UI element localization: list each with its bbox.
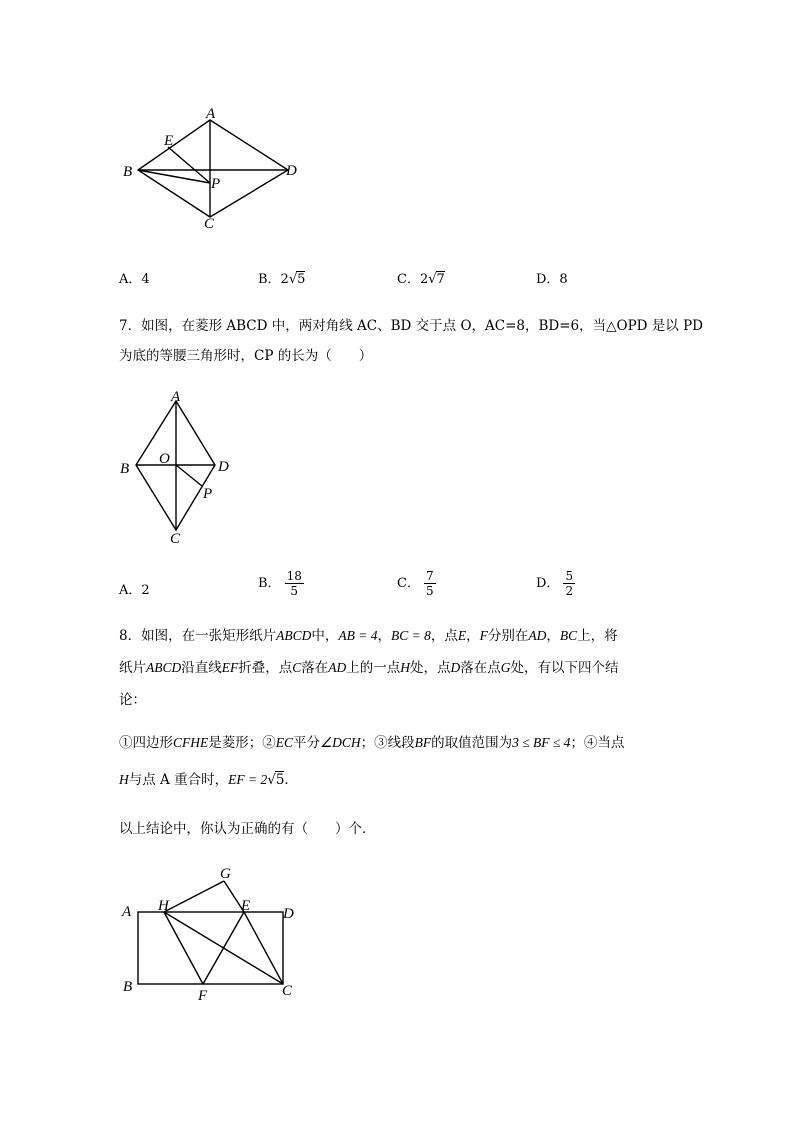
segment-hg bbox=[164, 881, 224, 912]
segment-op bbox=[176, 465, 202, 486]
segment-ep bbox=[168, 147, 210, 183]
label-c: C bbox=[204, 216, 215, 232]
label-b-q7: B bbox=[120, 461, 130, 477]
segment-hc bbox=[164, 912, 283, 984]
label-a-q8: A bbox=[122, 904, 132, 920]
q7-option-c: C． $\frac{7}{5}$ bbox=[397, 569, 434, 598]
q8-text-line1: 8．如图，在一张矩形纸片ABCD中，AB = 4，BC = 8，点E，F分别在AD，BC上，将 bbox=[119, 628, 618, 644]
label-d-q7: D bbox=[218, 459, 229, 475]
label-p: P bbox=[211, 176, 221, 192]
q6-option-c: C．2√7 bbox=[397, 272, 445, 287]
q7-option-b: B． $\frac{18}{5}$ bbox=[258, 569, 302, 598]
label-a: A bbox=[206, 106, 216, 122]
figure-q6-rhombus bbox=[110, 100, 320, 240]
label-a-q7: A bbox=[171, 389, 181, 405]
label-c-q8: C bbox=[282, 983, 293, 999]
figure-q7-rhombus bbox=[110, 385, 250, 550]
label-h-q8: H bbox=[158, 898, 169, 914]
q8-text-line4: ①四边形CFHE是菱形；②EC平分∠DCH；③线段BF的取值范围为3 ≤ BF ≤ 4；④当点 bbox=[119, 735, 625, 751]
label-o-q7: O bbox=[159, 451, 170, 467]
label-c-q7: C bbox=[170, 531, 181, 547]
q8-text-line5: H与点 A 重合时，EF = 2√5． bbox=[119, 772, 298, 788]
q8-text-line6: 以上结论中，你认为正确的有（ ）个． bbox=[119, 821, 376, 837]
q6-option-d: D．8 bbox=[536, 272, 568, 287]
label-p-q7: P bbox=[203, 486, 213, 502]
label-b: B bbox=[123, 164, 133, 180]
label-b-q8: B bbox=[123, 979, 133, 995]
q6-option-a: A．4 bbox=[119, 272, 150, 287]
label-e: E bbox=[164, 133, 174, 149]
q7-option-d: D． $\frac{5}{2}$ bbox=[536, 569, 574, 598]
q7-option-a: A．2 bbox=[119, 583, 150, 598]
label-e-q8: E bbox=[241, 898, 251, 914]
q7-text-line2: 为底的等腰三角形时，CP 的长为（ ） bbox=[119, 348, 373, 364]
label-f-q8: F bbox=[198, 988, 208, 1004]
label-g-q8: G bbox=[220, 866, 231, 882]
figure-q8-rectangle bbox=[110, 860, 310, 1005]
label-d: D bbox=[286, 163, 297, 179]
rectangle-abcd bbox=[138, 912, 283, 984]
q7-text-line1: 7．如图，在菱形 ABCD 中，两对角线 AC、BD 交于点 O，AC=8，BD=6，当△OPD 是以 PD bbox=[119, 318, 703, 334]
q8-text-line2: 纸片ABCD沿直线EF折叠，点C落在AD上的一点H处，点D落在点G处，有以下四个结 bbox=[119, 660, 619, 676]
label-d-q8: D bbox=[283, 906, 294, 922]
q6-option-b: B．2√5 bbox=[258, 272, 306, 287]
segment-ec bbox=[244, 912, 283, 984]
rhombus-abcd bbox=[138, 120, 288, 217]
q8-text-line3: 论： bbox=[119, 692, 146, 708]
segment-hf bbox=[164, 912, 203, 984]
